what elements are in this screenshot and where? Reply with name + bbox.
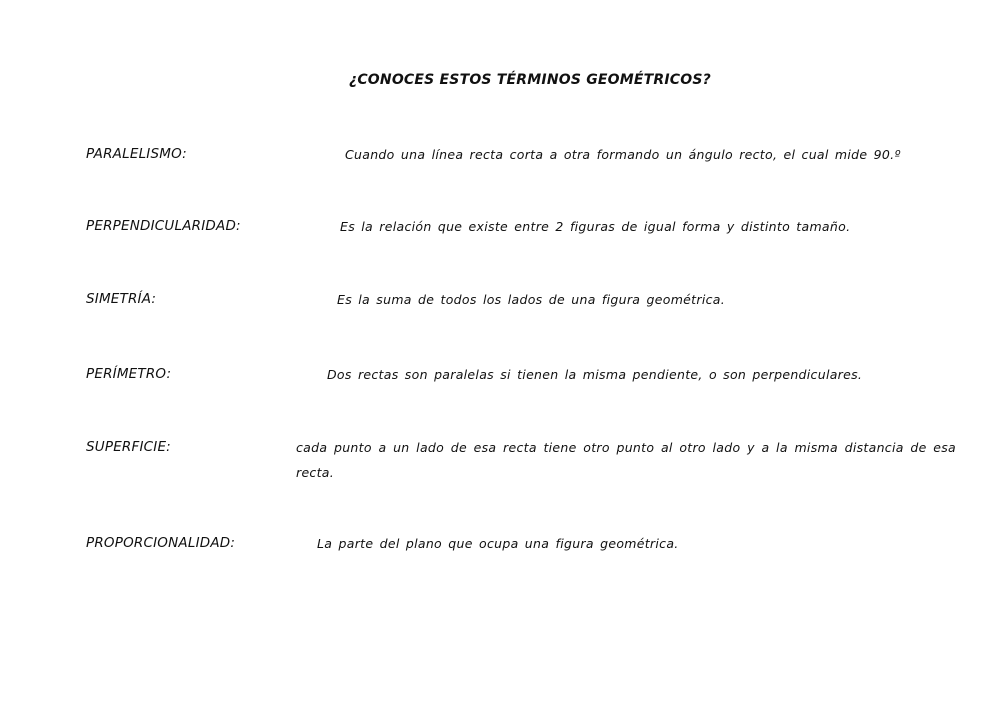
term-label-perpendicularidad: PERPENDICULARIDAD: xyxy=(86,218,241,234)
definition-card-4[interactable]: Dos rectas son paralelas si tienen la misma pendiente, o son perpendiculares. xyxy=(327,367,863,382)
definition-card-5[interactable]: cada punto a un lado de esa recta tiene otro punto al otro lado y a la misma distancia de esa recta. xyxy=(296,440,956,480)
term-label-proporcionalidad: PROPORCIONALIDAD: xyxy=(86,535,236,551)
term-label-superficie: SUPERFICIE: xyxy=(86,439,171,455)
definition-card-1[interactable]: Cuando una línea recta corta a otra formando un ángulo recto, el cual mide 90.º xyxy=(345,147,901,162)
definition-card-6[interactable]: La parte del plano que ocupa una figura geométrica. xyxy=(317,536,679,551)
term-label-paralelismo: PARALELISMO: xyxy=(86,146,187,162)
page-title: ¿CONOCES ESTOS TÉRMINOS GEOMÉTRICOS? xyxy=(349,72,711,88)
definition-card-2[interactable]: Es la relación que existe entre 2 figuras de igual forma y distinto tamaño. xyxy=(340,219,851,234)
definition-card-3[interactable]: Es la suma de todos los lados de una figura geométrica. xyxy=(337,292,725,307)
term-label-perimetro: PERÍMETRO: xyxy=(86,366,172,382)
term-label-simetria: SIMETRÍA: xyxy=(86,291,157,307)
